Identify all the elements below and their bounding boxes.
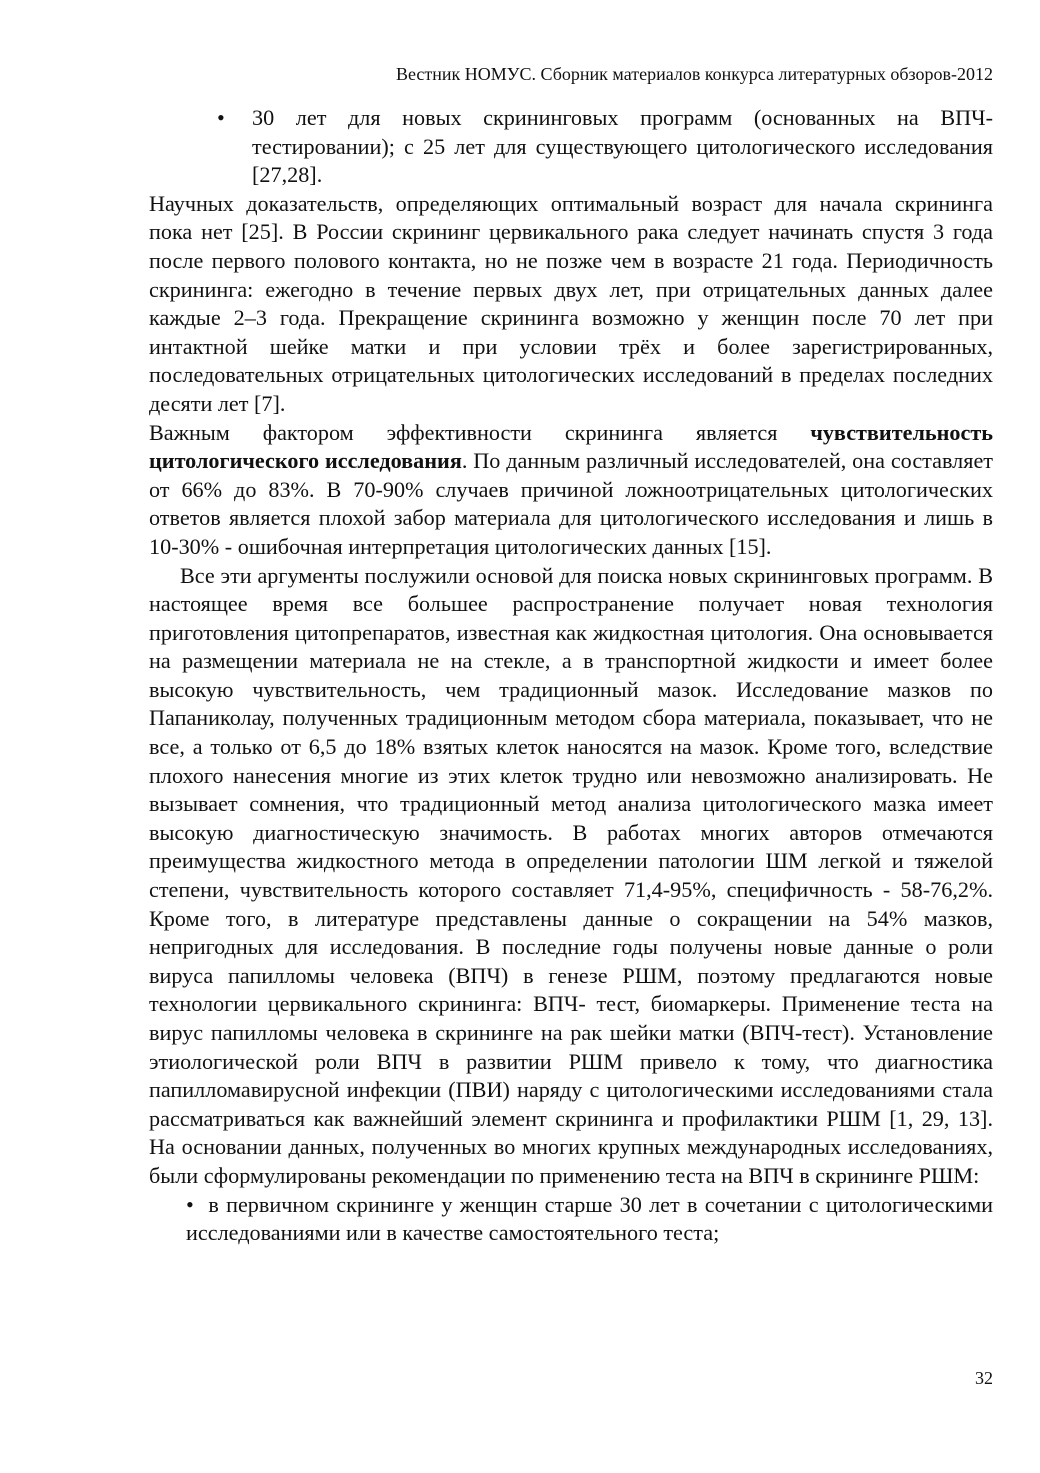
- paragraph-sensitivity-end: . По данным различный исследователей, она составляет от 66% до 83%. В 70-90% случаев причиной ложноотрицательных цитологических ответов является плохой забор материала для цитологического исследования и лишь в 10-30% - ошибочная интерпретация цитологических данных [15].: [149, 448, 993, 559]
- paragraph-sensitivity-start: Важным фактором эффективности скрининга является: [149, 419, 811, 445]
- paragraph-new-programs: Все эти аргументы послужили основой для поиска новых скрининговых программ. В настоящее время все большее распространение получает новая технология приготовления цитопрепаратов, известная как жидкостная цитология. Она основывается на размещении материала не на стекле, а в транспортной жидкости и имеет более высокую чувствительность, чем традиционный мазок. Исследование мазков по Папаниколау, полученных традиционным методом сбора материала, показывает, что не все, а только от 6,5 до 18% взятых клеток наносятся на мазок. Кроме того, вследствие плохого нанесения многие из этих клеток трудно или невозможно анализировать. Не вызывает сомнения, что традиционный метод анализа цитологического мазка имеет высокую диагностическую значимость. В работах многих авторов отмечаются преимущества жидкостного метода в определении патологии ШМ легкой и тяжелой степени, чувствительность которого составляет 71,4-95%, специфичность - 58-76,2%. Кроме того, в литературе представлены данные о сокращении на 54% мазков, непригодных для исследования. В последние годы получены новые данные о роли вируса папилломы человека (ВПЧ) в генезе РШМ, поэтому предлагаются новые технологии цервикального скрининга: ВПЧ- тест, биомаркеры. Применение теста на вирус папилломы человека в скрининге на рак шейки матки (ВПЧ-тест). Установление этиологической роли ВПЧ в развитии РШМ привело к тому, что диагностика папилломавирусной инфекции (ПВИ) наряду с цитологическими исследованиями стала рассматриваться как важнейший элемент скрининга и профилактики РШМ [1, 29, 13]. На основании данных, полученных во многих крупных международных исследованиях, были сформулированы рекомендации по применению теста на ВПЧ в скрининге РШМ:: [149, 562, 993, 1188]
- list-item: • 30 лет для новых скрининговых программ (основанных на ВПЧ-тестировании); с 25 лет для существующего цитологического исследования [27,28].: [217, 104, 993, 190]
- paragraph-screening-age: Научных доказательств, определяющих оптимальный возраст для начала скрининга пока нет [25]. В России скрининг цервикального рака следует начинать спустя 3 года после первого полового контакта, но не позже чем в возрасте 21 года. Периодичность скрининга: ежегодно в течение первых двух лет, при отрицательных данных далее каждые 2–3 года. Прекращение скрининга возможно у женщин после 70 лет при интактной шейке матки и при условии трёх и более зарегистрированных, последовательных отрицательных цитологических исследований в пределах последних десяти лет [7].: [149, 190, 993, 416]
- bold-term: чувствительность цитологического исследования: [149, 419, 993, 474]
- running-header: Вестник НОМУС. Сборник материалов конкурса литературных обзоров-2012: [395, 64, 993, 84]
- page-number: 32: [975, 1368, 993, 1388]
- bullet-list-bottom: [149, 1191, 993, 1248]
- paragraph-sensitivity: [149, 419, 993, 562]
- list-item: • в первичном скрининге у женщин старше 30 лет в сочетании с цитологическими исследованиями или в качестве самостоятельного теста;: [186, 1191, 993, 1248]
- bullet-list-top: [149, 104, 993, 190]
- page-body: [149, 104, 993, 1248]
